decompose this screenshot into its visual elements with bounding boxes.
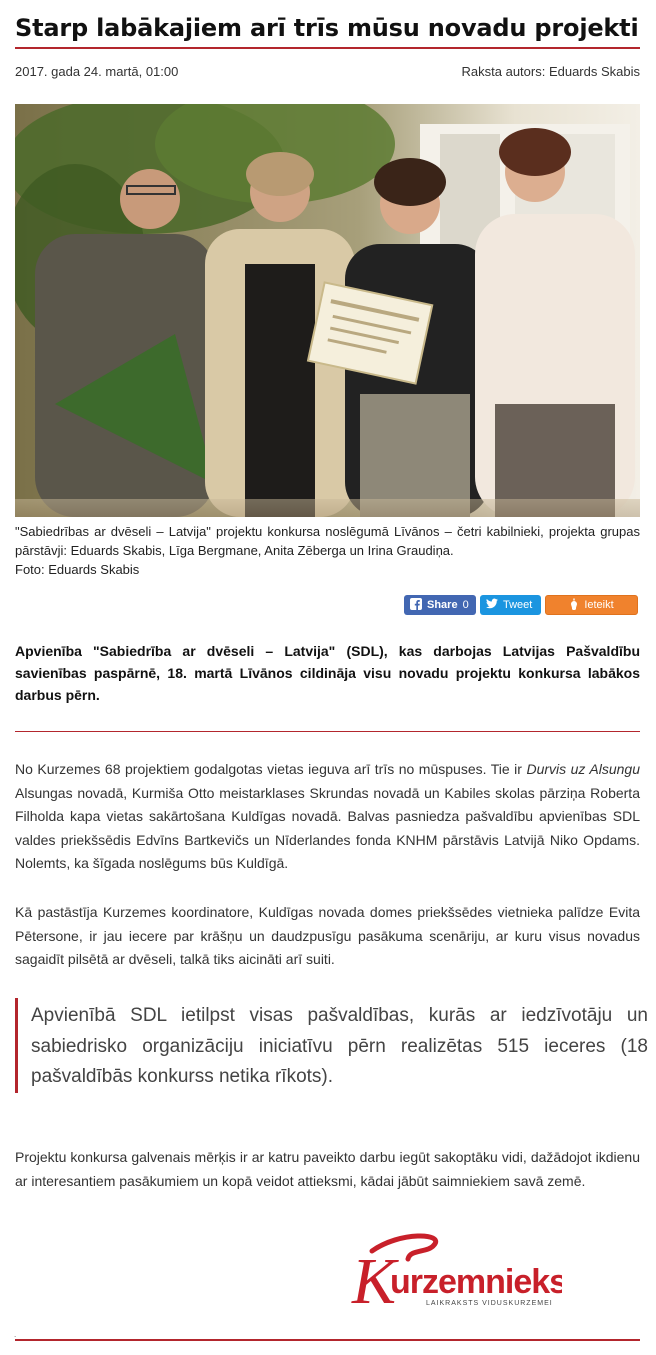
article-pull-quote: Apvienībā SDL ietilpst visas pašvaldības, kurās ar iedzīvotāju un sabiedrisko organizāciju iniciatīvu pērn realizētas 515 ieceres (18 pašvaldībās konkurss netika rīkots). — [31, 1005, 648, 1087]
bottom-divider — [15, 1339, 640, 1341]
article-photo — [15, 104, 640, 517]
draugiem-recommend-label: Ieteikt — [584, 599, 614, 611]
paragraph-1-end: Alsungas novadā, Kurmiša Otto meistarklases Skrundas novadā un Kabiles skolas pārziņa Roberta Filholda kapa vietas sakārtošana Kuldīgas novadā. Balvas pasniedza pašvaldību apvienības SDL valdes priekšsēdis Edvīns Bartkevičs un Nīderlandes fonda KNHM pārstāvis Latvijā Niko Opdams. Nolemts, ka šīgada noslēgums būs Kuldīgā. — [15, 784, 640, 871]
facebook-share-button[interactable] — [404, 595, 476, 615]
article-lead: Apvienība "Sabiedrība ar dvēseli – Latvija" (SDL), kas darbojas Latvijas Pašvaldību savienības paspārnē, 18. martā Līvānos cildināja visu novadu projektu konkursa labākos darbus pērn. — [15, 643, 640, 703]
draugiem-icon — [569, 598, 579, 613]
article-paragraph-1 — [15, 758, 640, 876]
article-paragraph-3: Projektu konkursa galvenais mērķis ir ar katru paveikto darbu iegūt sakoptāku vidi, dažādojot ikdienu ar interesantiem pasākumiem un kopā veidot attieksmi, kādai jābūt saimniekiem savā zemē. — [15, 1149, 640, 1189]
caption-text: "Sabiedrības ar dvēseli – Latvija" projektu konkursa noslēgumā Līvānos – četri kabilnieki, projekta grupas pārstāvji: Eduards Skabis, Līga Bergmane, Anita Zēberga un Irina Graudiņa. — [15, 524, 640, 558]
photo-caption — [15, 522, 640, 579]
paragraph-1-emphasis: Durvis uz Alsungu — [526, 761, 640, 777]
lead-divider — [15, 731, 640, 732]
draugiem-recommend-button[interactable] — [545, 595, 638, 615]
article-author: Raksta autors: Eduards Skabis — [461, 64, 640, 79]
facebook-share-count: 0 — [462, 599, 469, 611]
twitter-icon — [486, 598, 498, 612]
svg-text:urzemnieks: urzemnieks — [390, 1263, 562, 1301]
twitter-tweet-button[interactable] — [480, 595, 541, 615]
svg-text:K: K — [352, 1245, 397, 1313]
twitter-tweet-label: Tweet — [503, 599, 533, 611]
facebook-share-label: Share — [427, 599, 458, 611]
facebook-icon — [410, 598, 422, 613]
svg-text:LAIKRAKSTS VIDUSKURZEMEI: LAIKRAKSTS VIDUSKURZEMEI — [426, 1300, 553, 1307]
photo-credit: Foto: Eduards Skabis — [15, 562, 140, 577]
quote-bar — [15, 998, 18, 1093]
paragraph-1-start: No Kurzemes 68 projektiem godalgotas vietas ieguva arī trīs no mūspuses. Tie ir — [15, 761, 527, 777]
article-paragraph-2: Kā pastāstīja Kurzemes koordinatore, Kuldīgas novada domes priekšsēdes vietnieka palīdze Evita Pētersone, ir jau iecere par krāšņu un daudzpusīgu pasākuma scenāriju, ar kuru visus novadus sagaidīt pilsētā ar dvēseli, talkā tiks aicināti arī suiti. — [15, 904, 640, 967]
article-title: Starp labākajiem arī trīs mūsu novadu projekti — [15, 14, 639, 42]
title-divider — [15, 47, 640, 49]
footer-dot: . — [14, 1330, 17, 1339]
article-date: 2017. gada 24. martā, 01:00 — [15, 64, 179, 79]
kurzemnieks-logo[interactable] — [350, 1233, 562, 1313]
